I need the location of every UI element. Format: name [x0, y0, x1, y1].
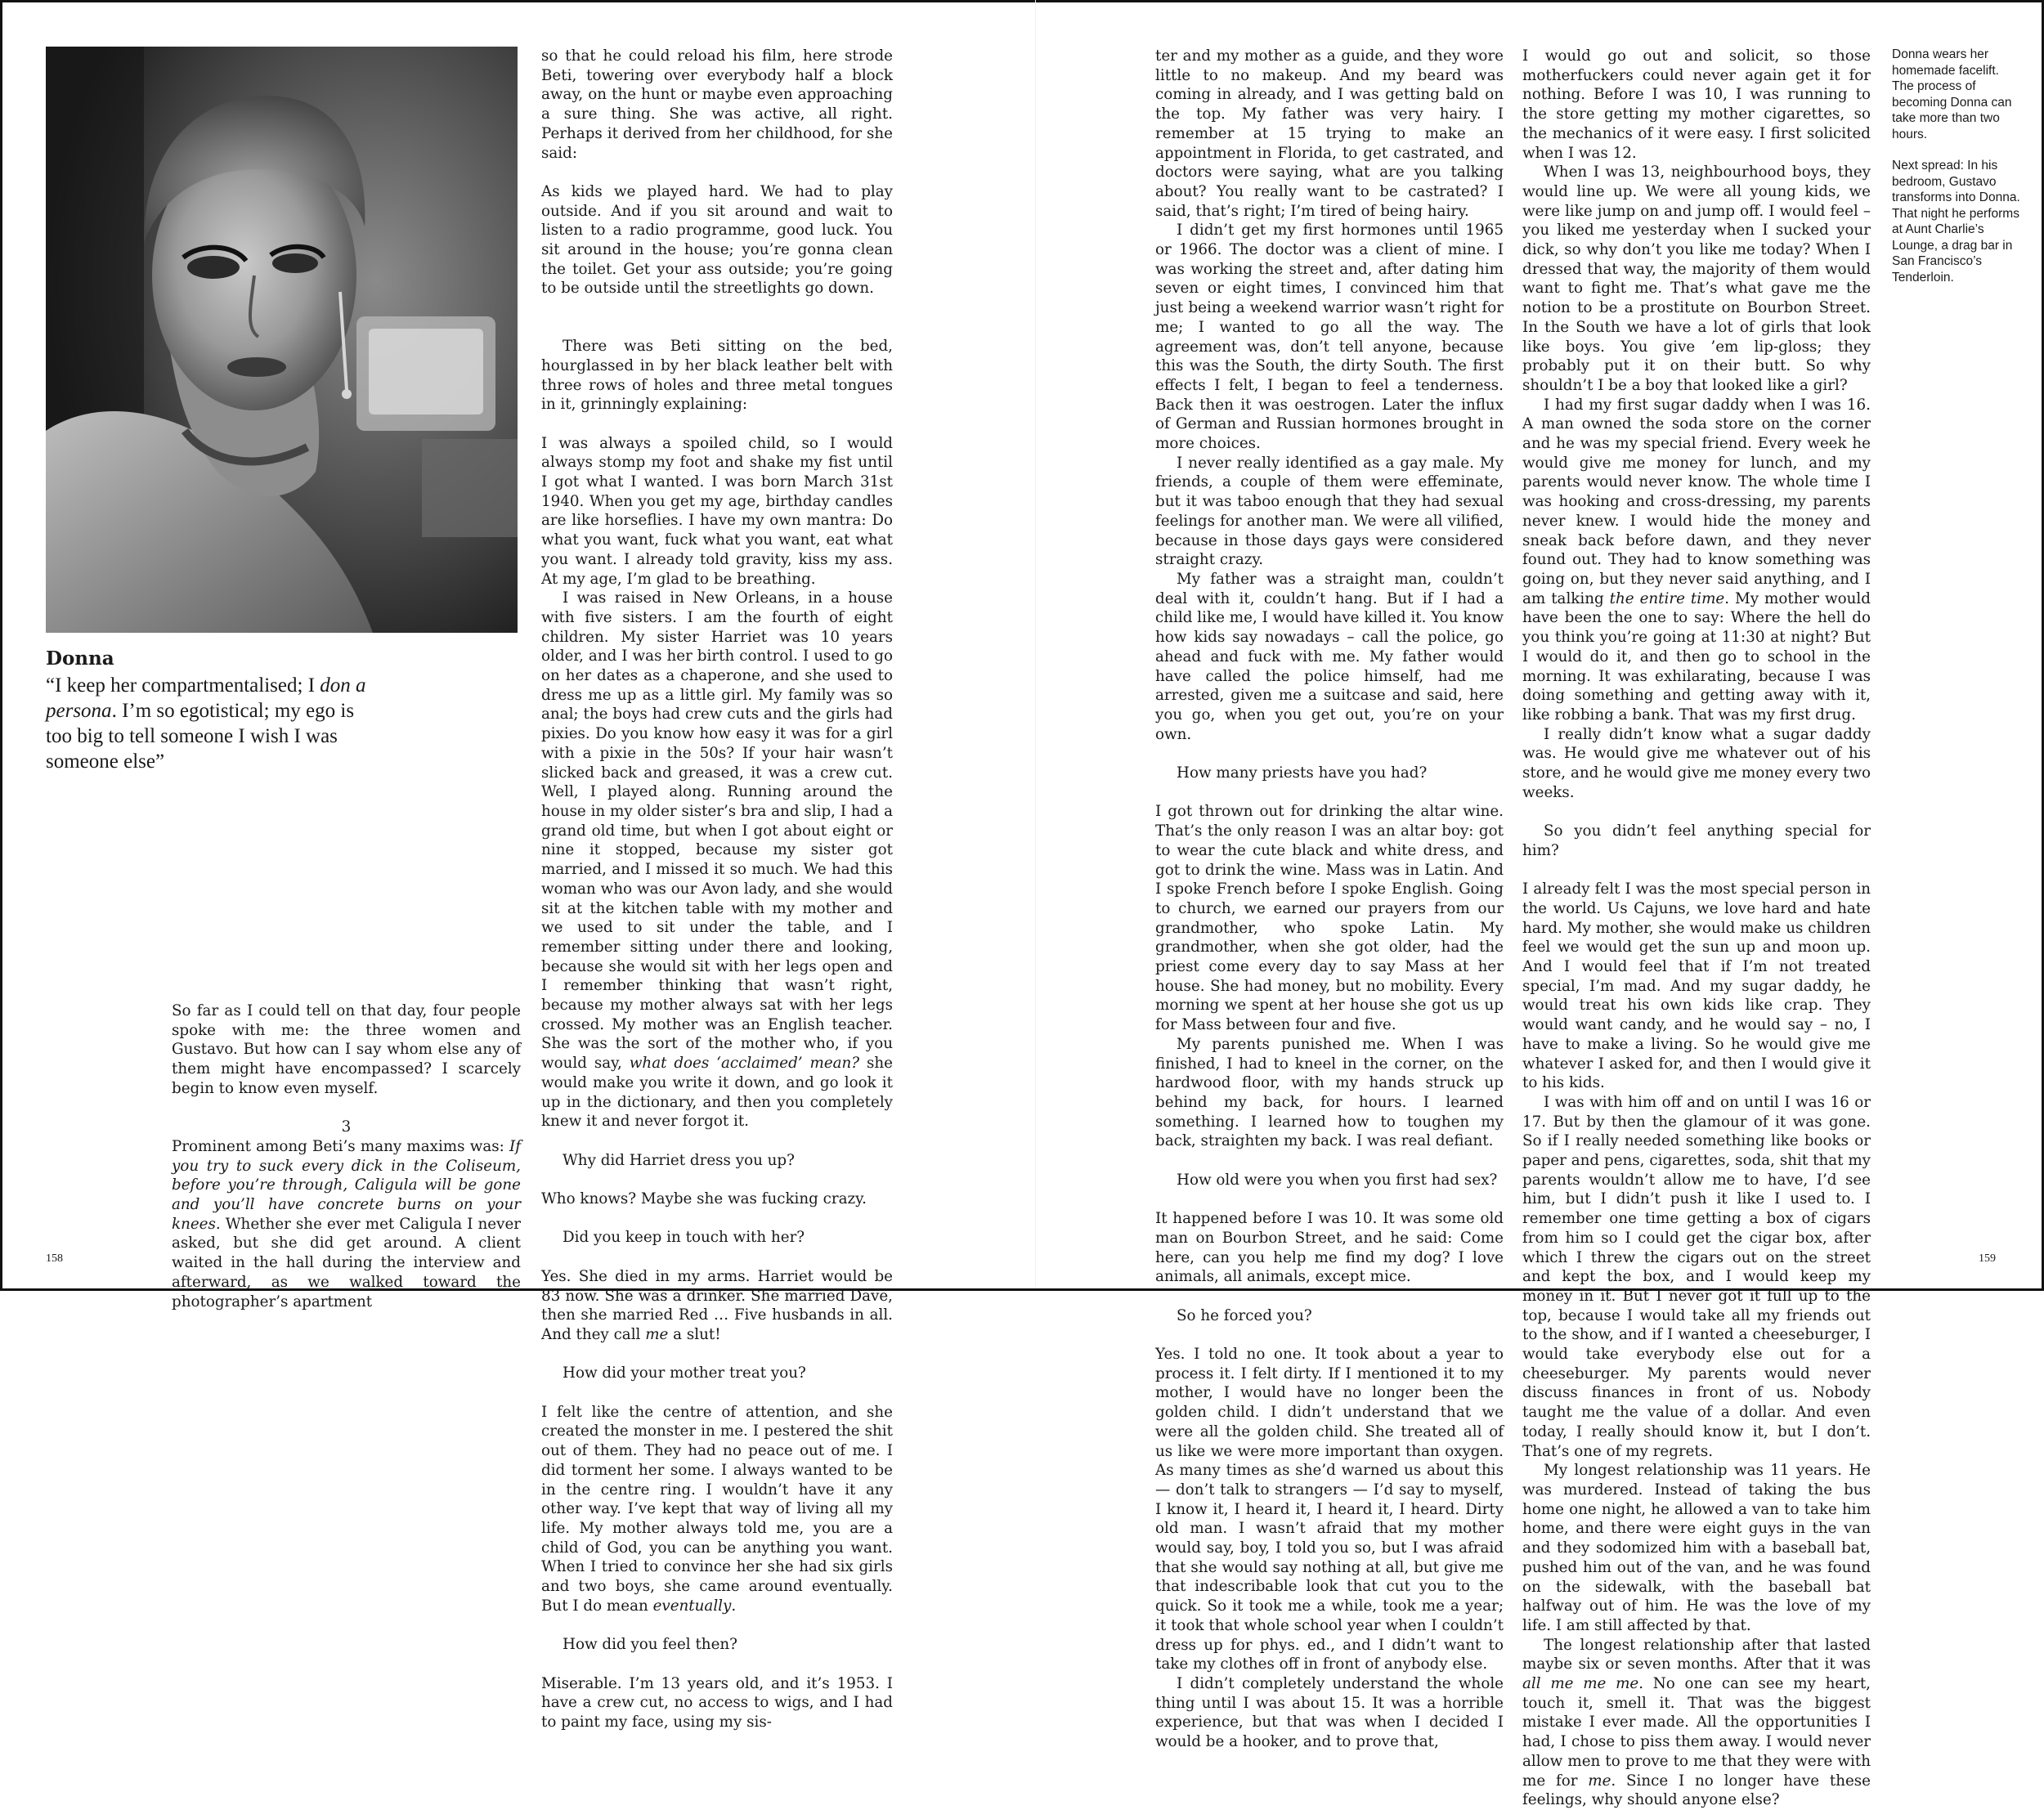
page-number-right: 159	[1979, 1252, 1996, 1265]
column-2	[541, 47, 893, 1732]
interview-answer: I felt like the centre of attention, and she created the monster in me. I pestered the shit out of them. They had no peace out of me. I did torment her some. I always wanted to be in the centre ring. I wouldn’t have it any other way. I’ve kept that way of living all my life. My mother always told me, you are a child of God, you can be anything you want. When I tried to convince her she had six girls and two boys, she came around eventually. But I do mean eventually.	[541, 1403, 893, 1615]
quote-paragraph: I was raised in New Orleans, in a house with five sisters. I am the fourth of eight children. My sister Harriet was 10 years older, and I was her birth control. I used to go on her dates as a chaperone, and she used to dress me up as a little girl. My family was so anal; the boys had crew cuts and the girls had pixies. Do you know how easy it was for a girl with a pixie in the 50s? If your hair wasn’t slicked back and greased, it was a crew cut. Well, I played along. Running around the house in my older sister’s bra and slip, I had a grand old time, but when I got about eight or nine it stopped, because my sister got married, and I missed it so much. We had this woman who was our Avon lady, and she would sit at the kitchen table with my mother and we used to sit under the table, and I remember sitting under there and looking, because she would sit with her legs open and I remember thinking that wasn’t right, because my mother always sat with her legs crossed. My mother was an English teacher. She was the sort of the mother who, if you would say, what does ‘acclaimed’ mean? she would make you write it down, and go look it up in the dictionary, and then you completely knew it and never forgot it.	[541, 589, 893, 1131]
quote-paragraph: I was always a spoiled child, so I would always stomp my foot and shake my fist until I got what I wanted. I was born March 31st 1940. When you get my age, birthday candles are like horseflies. I have my own mantra: Do what you want, fuck what you want, eat what you want. I already told gravity, kiss my ass. At my age, I’m glad to be breathing.	[541, 434, 893, 588]
interview-question: Why did Harriet dress you up?	[563, 1151, 795, 1169]
interview-answer: I already felt I was the most special person in the world. Us Cajuns, we love hard and hate hard. My mother, she would make us children feel we would get the sun up and moon up. And I would feel that if I’m not treated special, I’m mad. And my sugar daddy, he would treat his own kids like crap. They would want candy, and he would say – no, I have to make a living. So he would give me whatever I asked for, and then I would give it to his kids.	[1522, 880, 1871, 1092]
interview-question: How many priests have you had?	[1177, 764, 1428, 782]
interview-answer: It happened before I was 10. It was some old man on Bourbon Street, and he said: Come here, can you help me find my dog? I love animals, all animals, except mice.	[1155, 1210, 1504, 1286]
interview-answer: My parents punished me. When I was finished, I had to kneel in the corner, on the hardwood floor, with my hands struck up behind my back, for hours. I learned something. I learned how to toughen my back, straighten my back. I was real defiant.	[1155, 1035, 1504, 1150]
interview-answer: I got thrown out for drinking the altar wine. That’s the only reason I was an altar boy: got to wear the cute black and white dress, and got to drink the wine. Mass was in Latin. And I spoke French before I spoke English. Going to church, we earned our prayers from our grandmother, who spoke Latin. My grandmother, when she got older, had the priest come every day to say Mass at her house. She had money, but no mobility. Every morning we spent at her house she got us up for Mass between four and five.	[1155, 803, 1504, 1034]
interview-question: Did you keep in touch with her?	[563, 1229, 805, 1247]
interview-answer: Yes. I told no one. It took about a year to process it. I felt dirty. If I mentioned it to my mother, I would have no longer been the golden child. I didn’t understand that we were all the golden child. She treated all of us like we were more important than oxygen. As many times as she’d warned us about this — don’t talk to strangers — I’d say to myself, I know it, I heard it, I heard it, I heard. Dirty old man. I wasn’t afraid that my mother would say, boy, I told you so, but I was afraid that she would say nothing at all, but give me that indescribable look that cut you to the quick. So it took me a while, took me a year; it took that whole school year when I couldn’t dress up for phys. ed., and I didn’t want to take my clothes off in front of anybody else.	[1155, 1346, 1504, 1673]
interview-answer: I didn’t completely understand the whole thing until I was about 15. It was a horrible experience, but that was when I decided I would be a hooker, and to prove that,	[1155, 1674, 1504, 1751]
side-caption-1: Donna wears her homemade facelift. The process of becoming Donna can take more than two hours.	[1892, 47, 2012, 141]
interview-question: So he forced you?	[1177, 1306, 1312, 1324]
interview-answer: I would go out and solicit, so those motherfuckers could never again get it for nothing. Before I was 10, I was running to the store getting my mother cigarettes, so the mechanics of it were easy. I first solicited when I was 12.	[1522, 47, 1871, 162]
side-caption-2: Next spread: In his bedroom, Gustavo transforms into Donna. That night he performs at Aunt Charlie’s Lounge, a drag bar in San Francisco’s Tenderloin.	[1892, 159, 2020, 284]
interview-question: How old were you when you first had sex?	[1177, 1171, 1498, 1189]
interview-answer: The longest relationship after that lasted maybe six or seven months. After that it was all me me me. No one can see my heart, touch it, smell it. That was the biggest mistake I ever made. All the opportunities I had, I chose to piss them away. I would never allow men to prove to me that they were with me for me. Since I no longer have these feelings, why should anyone else?	[1522, 1636, 1871, 1809]
interview-answer: I never really identified as a gay male. My friends, a couple of them were effeminate, but it was taboo enough that they had sexual feelings for another man. We were all vilified, because in those days gays were considered straight crazy.	[1155, 454, 1504, 569]
interview-question: How did your mother treat you?	[563, 1364, 806, 1382]
spread-gutter	[1035, 0, 1036, 1286]
portrait-image	[46, 47, 518, 633]
body-paragraph: Prominent among Beti’s many maxims was: If you try to suck every dick in the Coliseum, before you’re through, Caligula will be gone and you’ll have concrete burns on your knees. Whether she ever met Caligula I never asked, but she did get around. A client waited in the hall during the interview and afterward, as we walked toward the photographer’s apartment	[172, 1137, 521, 1310]
intro-paragraph: So far as I could tell on that day, four people spoke with me: the three women and Gustavo. But how can I say whom else any of them might have encompassed? I scarcely begin to know even myself.	[172, 1002, 521, 1097]
body-paragraph: There was Beti sitting on the bed, hourglassed in by her black leather belt with three rows of holes and three metal tongues in it, grinningly explaining:	[541, 338, 893, 414]
interview-answer: Who knows? Maybe she was fucking crazy.	[541, 1190, 867, 1208]
caption-name: Donna	[46, 647, 114, 670]
page-number-left: 158	[46, 1252, 63, 1265]
side-caption	[1892, 47, 2023, 301]
quote-paragraph: As kids we played hard. We had to play outside. And if you sit around and wait to listen to a radio programme, good luck. You sit around in the house; you’re gonna clean the toilet. Get your ass outside; you’re going to be outside until the streetlights go down.	[541, 182, 893, 298]
column-3	[1155, 47, 1504, 1752]
interview-answer: When I was 13, neighbourhood boys, they would line up. We were all young kids, we were like jump on and jump off. I would feel – you liked me yesterday when I sucked your dick, so why don’t you like me today? When I dressed that way, the majority of them would want to fight me. That’s what gave me the notion to be a prostitute on Bourbon Street. In the South we have a lot of girls that look like boys. You give ’em lip-gloss; they probably put it on their butt. So why shouldn’t I be a boy that looked like a girl?	[1522, 164, 1871, 394]
column-4	[1522, 47, 1871, 1810]
interview-question: So you didn’t feel anything special for him?	[1522, 822, 1871, 859]
interview-answer: I had my first sugar daddy when I was 16. A man owned the soda store on the corner and he was my special friend. Every week he would give me money for lunch, and my parents would never know. The whole time I was hooking and cross-dressing, my parents never knew. I would hide the money and sneak back before dawn, and they never found out. They had to know something was going on, but they never said anything, and I am talking the entire time. My mother would have been the one to say: Where the hell do you think you’re going at 11:30 at night? But I would do it, and then go to school in the morning. It was exhilarating, because I was doing something and getting away with it, like robbing a bank. That was my first drug.	[1522, 396, 1871, 724]
portrait-photo	[46, 47, 518, 633]
interview-answer: ter and my mother as a guide, and they wore little to no makeup. And my beard was coming in already, and I was getting bald on the top. My father was very hairy. I remember at 15 trying to make an appointment in Florida, to get castrated, and doctors were saying, what are you talking about? You really want to be castrated? I said, that’s right; I’m tired of being hairy.	[1155, 47, 1504, 220]
interview-answer: I was with him off and on until I was 16 or 17. But by then the glamour of it was gone. So if I really needed something like books or paper and pens, cigarettes, soda, shit that my parents wouldn’t allow me to have, I’d see him, but I didn’t push it like I used to. I remember one time getting a box of cigars from him so I could get the cigar box, after which I threw the cigars out on the street and kept the box, and I would keep my money in it. But I never got it full up to the top, because I would take all my friends out to the show, and if I wanted a cheeseburger, I would take everybody else out for a cheeseburger. My parents would never discuss finances in front of us. Nobody taught me the value of a dollar. And even today, I really should know it, but I don’t. That’s one of my regrets.	[1522, 1093, 1871, 1460]
body-paragraph: so that he could reload his film, here strode Beti, towering over everybody half a block away, on the hunt or maybe even approaching a sure thing. She was active, all right. Perhaps it derived from her childhood, for she said:	[541, 47, 893, 162]
interview-question: How did you feel then?	[563, 1636, 737, 1654]
interview-answer: I really didn’t know what a sugar daddy was. He would give me whatever out of his store, and he would give me money every two weeks.	[1522, 725, 1871, 801]
interview-answer: My father was a straight man, couldn’t deal with it, couldn’t hang. But if I had a child like me, I would have killed it. You know how kids say nowadays – call the police, go ahead and fuck with me. My father would have called the police himself, had me arrested, given me a suitcase and said, here you go, when you get out, you’re on your own.	[1155, 570, 1504, 743]
interview-answer: Yes. She died in my arms. Harriet would be 83 now. She was a drinker. She married Dave, then she married Red … Five husbands in all. And they call me a slut!	[541, 1267, 893, 1343]
section-number: 3	[341, 1118, 352, 1136]
interview-answer: Miserable. I’m 13 years old, and it’s 1953. I have a crew cut, no access to wigs, and I had to paint my face, using my sis-	[541, 1674, 893, 1731]
caption-quote: “I keep her compartmentalised; I don a persona. I’m so egotistical; my ego is too big to tell someone I wish I was someone else”	[46, 674, 366, 773]
interview-answer: I didn’t get my first hormones until 1965 or 1966. The doctor was a client of mine. I was working the street and, after dating him seven or eight times, I convinced him that just being a weekend warrior wasn’t right for me; I wanted to go all the way. The agreement was, don’t tell anyone, because this was the South, the dirty South. The first effects I felt, I began to feel a tenderness. Back then it was oestrogen. Later the influx of German and Russian hormones brought in more choices.	[1155, 222, 1504, 453]
interview-answer: My longest relationship was 11 years. He was murdered. Instead of taking the bus home one night, he allowed a van to take him home, and there were eight guys in the van and they sodomized him with a baseball bat, pushed him out of the van, and he was found on the sidewalk, with the baseball bat halfway out of him. He was the love of my life. I am still affected by that.	[1522, 1462, 1871, 1634]
column-1	[172, 1001, 521, 1311]
